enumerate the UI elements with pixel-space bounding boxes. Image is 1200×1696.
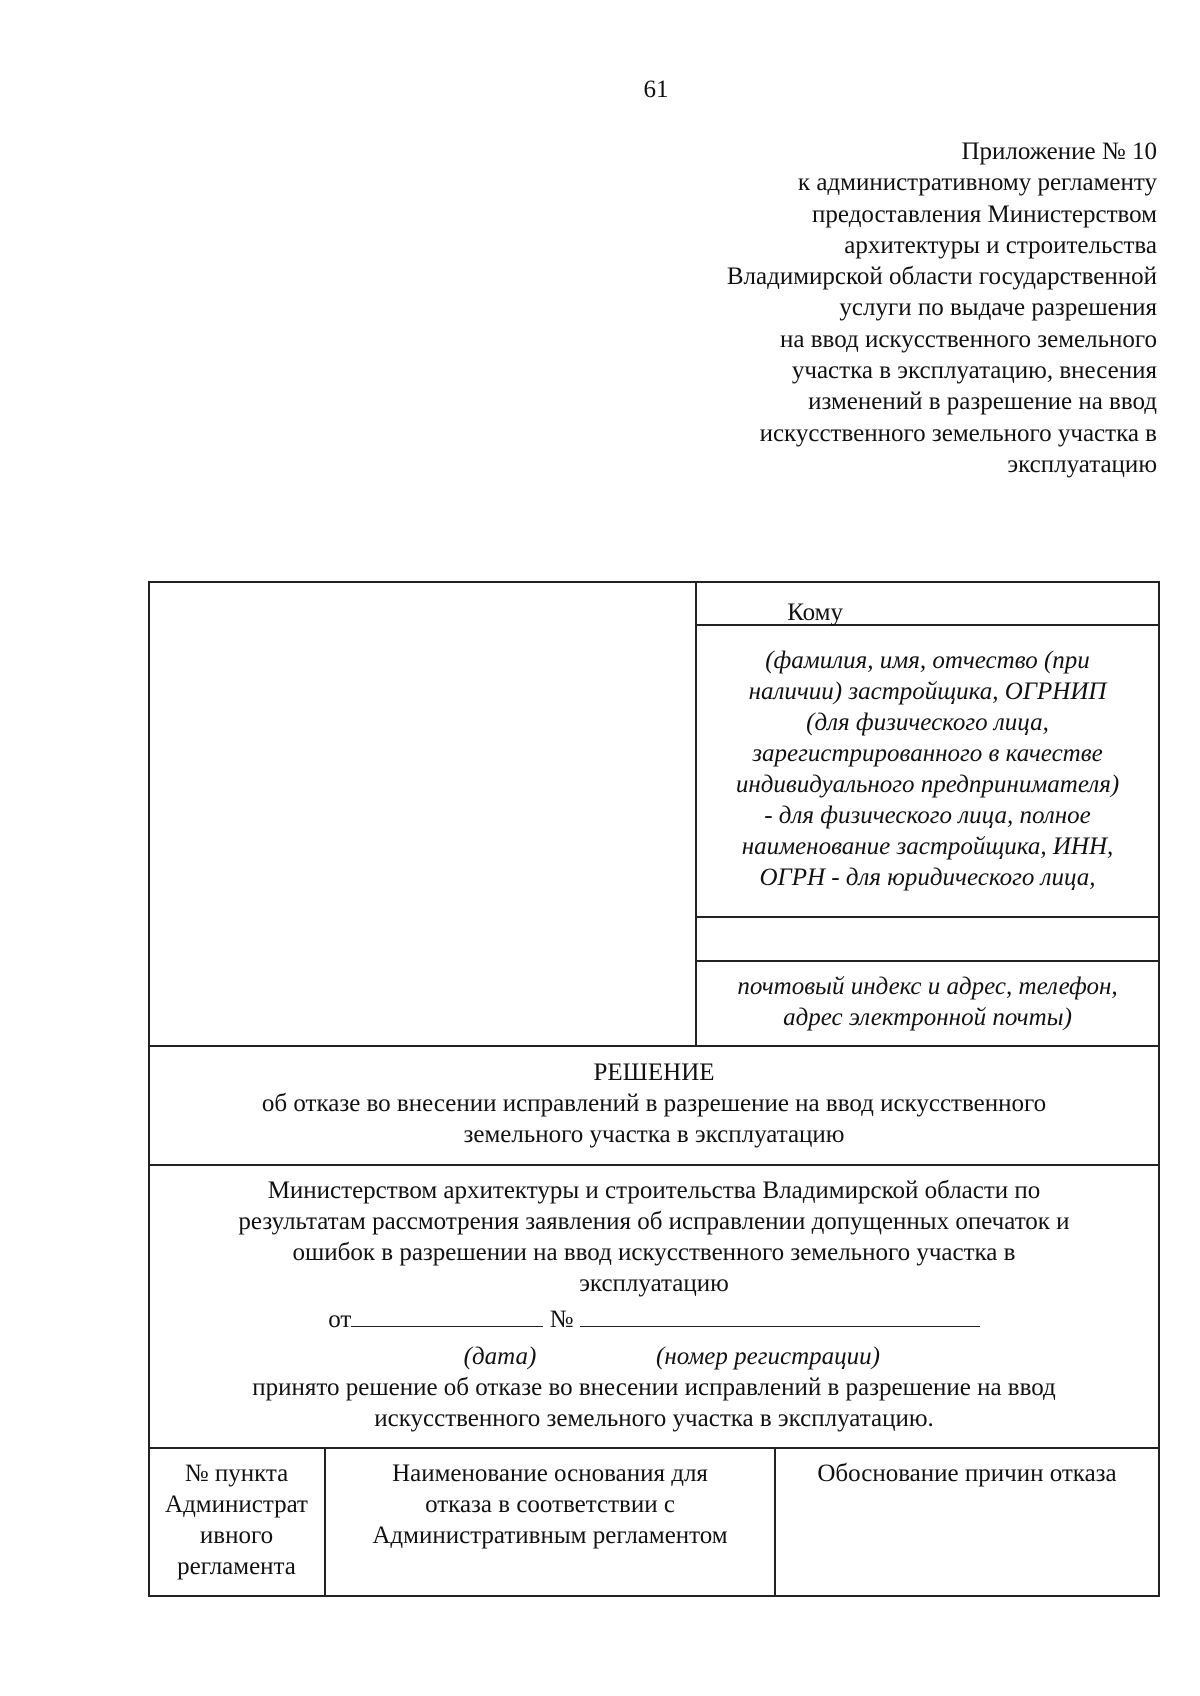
intro-line: Министерством архитектуры и строительства Владимирской области по — [267, 1177, 1041, 1204]
hint-line: (для физического лица, — [806, 709, 1049, 736]
hint-line: адрес электронной почты) — [783, 1004, 1072, 1031]
date-field[interactable] — [351, 1304, 543, 1327]
appendix-line: услуги по выдаче разрешения — [839, 294, 1157, 322]
hint-line: ОГРН - для юридического лица, — [759, 864, 1096, 891]
hint-line: индивидуального предпринимателя) — [735, 771, 1120, 798]
appendix-line: искусственного земельного участка в — [759, 419, 1157, 447]
header-line: отказа в соответствии с — [425, 1491, 675, 1518]
body-top-border — [148, 1164, 1160, 1166]
from-label: от — [328, 1306, 352, 1333]
appendix-line: архитектуры и строительства — [844, 231, 1157, 259]
table-top-border — [148, 1447, 1160, 1449]
intro-line: эксплуатацию — [579, 1270, 729, 1297]
recipient-address-hint — [697, 971, 1158, 1033]
appendix-line: участка в эксплуатацию, внесения — [791, 357, 1157, 385]
intro-line: результатам рассмотрения заявления об исправлении допущенных опечаток и — [238, 1208, 1070, 1235]
table-header-justification — [776, 1458, 1158, 1489]
frame-bottom-border — [148, 1595, 1160, 1597]
hint-line: зарегистрированного в качестве — [752, 740, 1103, 767]
recipient-address-line — [695, 960, 1160, 962]
header-line: регламента — [177, 1553, 296, 1580]
appendix-line: к административному регламенту — [797, 169, 1157, 197]
recipient-name-bottom — [695, 916, 1160, 918]
appendix-line: Владимирской области государственной — [726, 263, 1157, 291]
decision-top-border — [148, 1045, 1160, 1047]
decision-form — [148, 581, 1160, 1597]
hint-line: наименование застройщика, ИНН, — [741, 833, 1114, 860]
decision-title: РЕШЕНИЕ — [593, 1059, 715, 1086]
hint-line: наличии) застройщика, ОГРНИП — [748, 678, 1107, 705]
number-label: № — [549, 1306, 574, 1333]
registration-number-hint: (номер регистрации) — [656, 1343, 880, 1370]
appendix-line: Приложение № 10 — [961, 138, 1157, 165]
recipient-name-hint — [697, 645, 1158, 893]
header-line: ивного — [199, 1522, 274, 1549]
decision-subtitle-line: земельного участка в эксплуатацию — [463, 1121, 845, 1148]
appendix-line: предоставления Министерством — [812, 200, 1157, 228]
registration-number-field[interactable] — [580, 1304, 980, 1327]
header-line: Наименование основания для — [392, 1460, 708, 1487]
table-header-clause — [148, 1458, 325, 1582]
header-line: Обоснование причин отказа — [817, 1460, 1117, 1487]
table-header-reason — [326, 1458, 774, 1551]
result-line: принято решение об отказе во внесении исправлений в разрешение на ввод — [252, 1374, 1056, 1401]
page-number: 61 — [643, 76, 669, 103]
appendix-header — [597, 136, 1157, 480]
header-line: Административным регламентом — [372, 1522, 728, 1549]
appendix-line: изменений в разрешение на ввод — [808, 388, 1157, 416]
recipient-label: Кому — [787, 599, 843, 626]
header-line: № пункта — [184, 1460, 289, 1487]
body-intro — [148, 1175, 1160, 1299]
hint-line: - для физического лица, полное — [764, 802, 1091, 829]
hint-line: (фамилия, имя, отчество (при — [765, 647, 1090, 674]
date-hint: (дата) — [463, 1343, 537, 1370]
hint-line: почтовый индекс и адрес, телефон, — [737, 973, 1118, 1000]
intro-line: ошибок в разрешении на ввод искусственного земельного участка в — [292, 1239, 1016, 1266]
appendix-line: эксплуатацию — [1007, 450, 1157, 478]
body-result — [148, 1372, 1160, 1434]
frame-top-border — [148, 581, 1160, 583]
registration-line — [148, 1304, 1160, 1335]
header-line: Администрат — [165, 1491, 308, 1518]
appendix-line: на ввод искусственного земельного — [780, 325, 1157, 353]
result-line: искусственного земельного участка в эксплуатацию. — [374, 1405, 934, 1432]
decision-heading — [148, 1057, 1160, 1150]
decision-subtitle-line: об отказе во внесении исправлений в разрешение на ввод искусственного — [261, 1090, 1047, 1117]
